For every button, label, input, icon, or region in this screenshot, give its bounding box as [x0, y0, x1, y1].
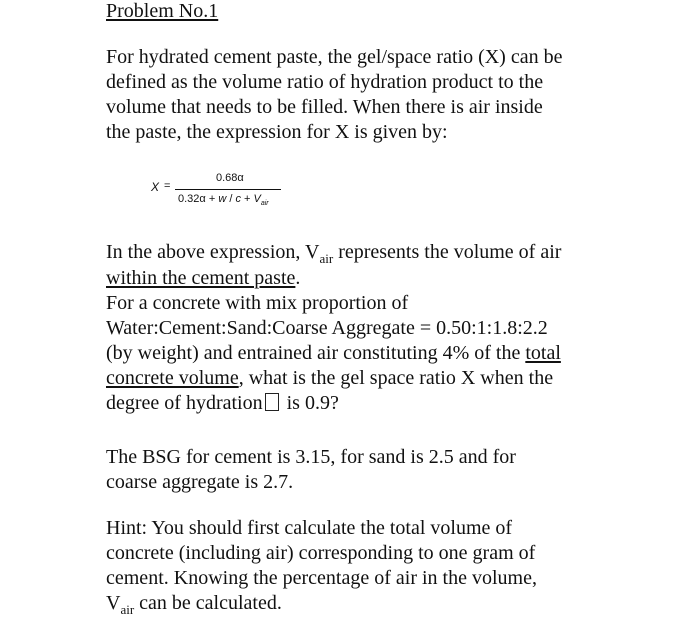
- den-term-c: c: [235, 193, 241, 205]
- formula-equals: =: [164, 180, 171, 192]
- formula-numerator: 0.68α: [216, 172, 244, 184]
- within-cement-paste-underlined: within the cement paste: [106, 267, 296, 289]
- intro-line-1: For hydrated cement paste, the gel/space ratio (X) can be: [106, 46, 563, 68]
- intro-line-4: the paste, the expression for X is given by:: [106, 121, 448, 143]
- expl-line-3: For a concrete with mix proportion of: [106, 292, 409, 314]
- expl-line-5: [106, 341, 606, 366]
- vair-subscript: air: [319, 251, 334, 266]
- fraction-bar: [175, 189, 281, 190]
- expl-line-7: [106, 391, 606, 416]
- hint-line-4-b: can be calculated.: [134, 592, 282, 614]
- expl-line-5-a: (by weight) and entrained air constituting 4% of the: [106, 342, 526, 364]
- formula-denominator: [178, 193, 269, 205]
- bsg-paragraph: [106, 445, 606, 495]
- expl-line-4: Water:Cement:Sand:Coarse Aggregate = 0.50:1:1.8:2.2: [106, 317, 548, 339]
- expl-line-6: [106, 366, 606, 391]
- explanation-paragraph: [106, 240, 606, 416]
- expl-line-6-b: , what is the gel space ratio X when the: [238, 367, 554, 389]
- hint-line-3: cement. Knowing the percentage of air in the volume,: [106, 567, 537, 589]
- expl-line-1-b: represents the volume of air: [333, 241, 562, 263]
- hint-paragraph: [106, 516, 606, 617]
- hint-line-4-a: V: [106, 592, 121, 614]
- total-underlined: total: [525, 342, 561, 364]
- expl-line-7-a: degree of hydration: [106, 392, 263, 414]
- intro-paragraph: [106, 45, 606, 145]
- expl-line-7-b: is 0.9?: [281, 392, 339, 414]
- formula-lhs: X: [151, 180, 160, 194]
- concrete-volume-underlined: concrete volume: [106, 367, 239, 389]
- expl-line-1: [106, 240, 606, 266]
- den-term-alpha: 0.32α +: [178, 193, 219, 205]
- hint-line-4: [106, 591, 606, 617]
- missing-glyph-box-icon: [265, 393, 279, 411]
- expl-line-2-period: .: [295, 267, 301, 289]
- intro-line-2: defined as the volume ratio of hydration product to the: [106, 71, 544, 93]
- hint-line-2: concrete (including air) corresponding to one gram of: [106, 542, 536, 564]
- den-term-w: w: [218, 193, 227, 205]
- expl-line-2: [106, 266, 606, 291]
- den-term-v-sub: air: [260, 200, 269, 207]
- gel-space-ratio-formula: [151, 172, 311, 212]
- problem-title: Problem No.1: [106, 0, 219, 22]
- hint-line-1: Hint: You should first calculate the total volume of: [106, 517, 513, 539]
- intro-line-3: volume that needs to be filled. When there is air inside: [106, 96, 543, 118]
- bsg-line-2: coarse aggregate is 2.7.: [106, 471, 294, 493]
- hint-vair-subscript: air: [120, 602, 135, 617]
- expl-line-1-a: In the above expression, V: [106, 241, 320, 263]
- den-slash: /: [226, 193, 236, 205]
- bsg-line-1: The BSG for cement is 3.15, for sand is 2.5 and for: [106, 446, 516, 468]
- den-term-v: V: [253, 193, 261, 205]
- den-plus: +: [240, 193, 254, 205]
